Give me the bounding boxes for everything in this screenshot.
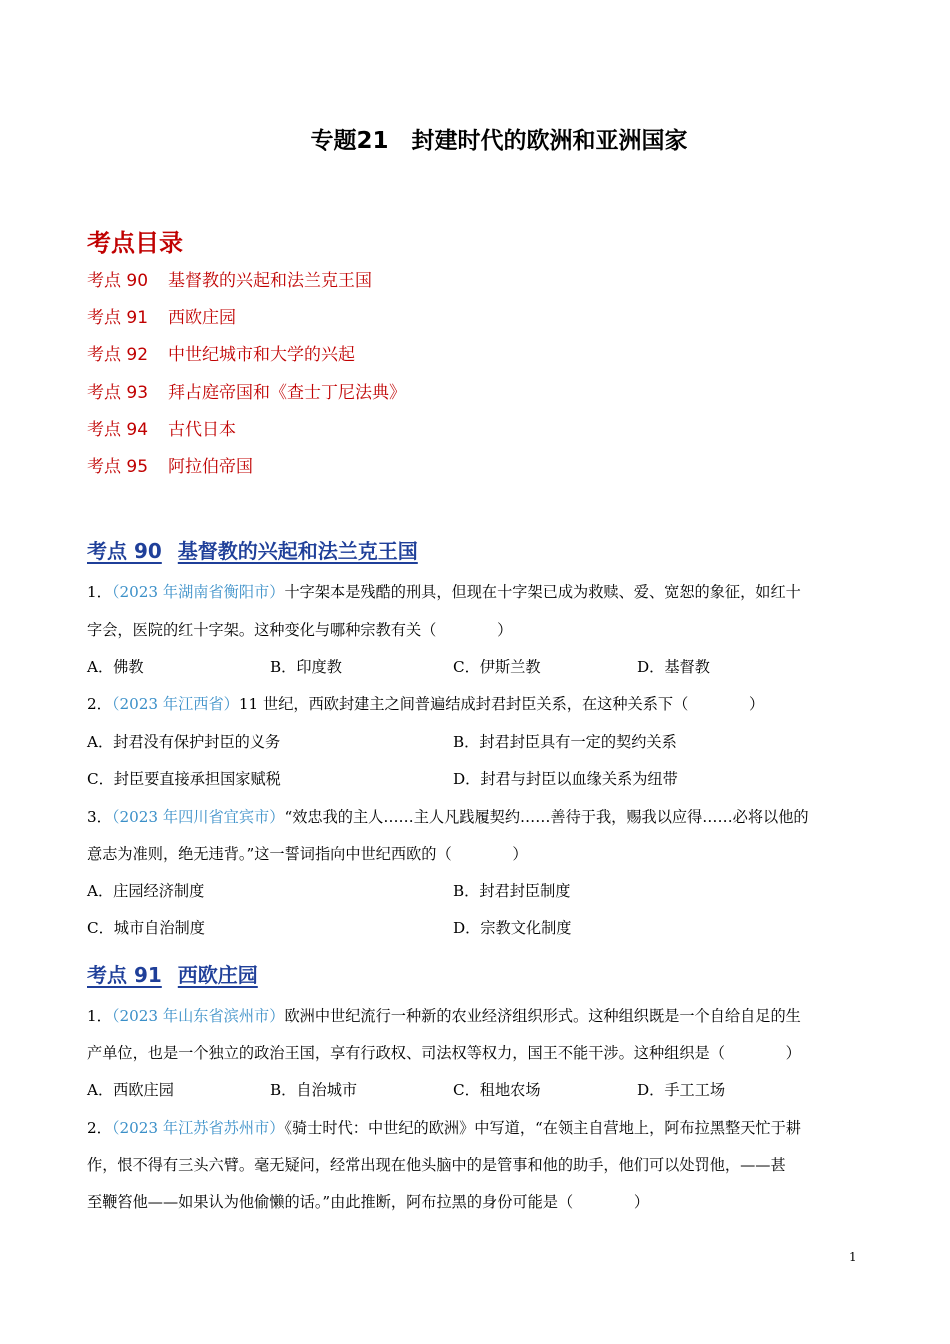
toc-item-num: 考点 92	[87, 345, 149, 366]
option-c[interactable]: C．城市自治制度	[87, 919, 205, 937]
question-source: （2023 年四川省宜宾市）	[111, 808, 285, 826]
question-source: （2023 年江西省）	[111, 695, 239, 713]
page-title: 专题21 封建时代的欧洲和亚洲国家	[310, 128, 688, 154]
option-a[interactable]: A．佛教	[87, 658, 144, 676]
option-d[interactable]: D．宗教文化制度	[453, 919, 572, 937]
question-text: 十字架本是残酷的刑具，但现在十字架已成为救赎、爱、宽恕的象征，如红十	[284, 583, 801, 601]
section-heading-90[interactable]	[87, 535, 418, 564]
question-line	[87, 581, 801, 603]
question-number: 2．	[87, 1119, 112, 1137]
option-b[interactable]: B．印度教	[270, 658, 342, 676]
toc-item[interactable]	[87, 380, 406, 417]
question-line: 字会，医院的红十字架。这种变化与哪种宗教有关（ ）	[87, 621, 513, 639]
option-b[interactable]: B．封君封臣具有一定的契约关系	[453, 733, 677, 751]
question-line: 产单位，也是一个独立的政治王国，享有行政权、司法权等权力，国王不能干涉。这种组织是（ ）	[87, 1044, 801, 1062]
question-number: 1．	[87, 583, 112, 601]
question-text: 欧洲中世纪流行一种新的农业经济组织形式。这种组织既是一个自给自足的生	[284, 1007, 801, 1025]
page-number: 1	[849, 1250, 857, 1264]
toc-item-num: 考点 93	[87, 382, 149, 403]
option-c[interactable]: C．封臣要直接承担国家赋税	[87, 770, 281, 788]
option-c[interactable]: C．伊斯兰教	[453, 658, 541, 676]
toc-item-label: 拜占庭帝国和《查士丁尼法典》	[168, 382, 406, 403]
toc-item[interactable]	[87, 305, 406, 342]
question-line	[87, 693, 764, 715]
question-text: “效忠我的主人……主人凡践履契约……善待于我，赐我以应得……必将以他的	[284, 808, 809, 826]
section-num: 考点 91	[87, 963, 162, 987]
toc-item[interactable]	[87, 342, 406, 379]
option-d[interactable]: D．基督教	[637, 658, 710, 676]
option-b[interactable]: B．封君封臣制度	[453, 882, 571, 900]
question-line: 作，恨不得有三头六臂。毫无疑问，经常出现在他头脑中的是管事和他的助手，他们可以处罚他，——甚	[87, 1156, 786, 1174]
section-heading-91[interactable]	[87, 959, 258, 988]
question-source: （2023 年江苏省苏州市）	[111, 1119, 285, 1137]
question-source: （2023 年山东省滨州市）	[111, 1007, 285, 1025]
toc-item-label: 古代日本	[168, 419, 236, 440]
toc-item[interactable]	[87, 268, 406, 305]
toc-item-label: 阿拉伯帝国	[168, 456, 253, 477]
question-line	[87, 1117, 801, 1139]
toc-item[interactable]	[87, 417, 406, 454]
option-a[interactable]: A．封君没有保护封臣的义务	[87, 733, 281, 751]
toc-item-num: 考点 95	[87, 456, 149, 477]
question-line: 意志为准则，绝无违背。”这一誓词指向中世纪西欧的（ ）	[87, 845, 528, 863]
option-a[interactable]: A．西欧庄园	[87, 1081, 174, 1099]
toc-item-num: 考点 90	[87, 271, 149, 291]
question-text: 11 世纪，西欧封建主之间普遍结成封君封臣关系，在这种关系下（ ）	[238, 695, 765, 713]
toc-item-label: 西欧庄园	[168, 308, 236, 329]
toc-list	[87, 268, 406, 491]
question-line	[87, 1005, 801, 1027]
option-b[interactable]: B．自治城市	[270, 1081, 358, 1099]
toc-item-num: 考点 94	[87, 419, 149, 440]
option-d[interactable]: D．封君与封臣以血缘关系为纽带	[453, 770, 678, 788]
option-d[interactable]: D．手工工场	[637, 1081, 726, 1099]
toc-item-num: 考点 91	[87, 308, 149, 329]
question-text: 《骑士时代：中世纪的欧洲》中写道，“在领主自营地上，阿布拉黑整天忙于耕	[284, 1119, 801, 1137]
question-line	[87, 806, 809, 828]
question-number: 2．	[87, 695, 112, 713]
section-label: 基督教的兴起和法兰克王国	[177, 539, 418, 563]
section-num: 考点 90	[87, 539, 162, 563]
toc-heading: 考点目录	[87, 229, 183, 257]
toc-item[interactable]	[87, 454, 406, 491]
question-number: 1．	[87, 1007, 112, 1025]
toc-item-label: 中世纪城市和大学的兴起	[168, 345, 355, 366]
option-c[interactable]: C．租地农场	[453, 1081, 541, 1099]
question-source: （2023 年湖南省衡阳市）	[111, 583, 285, 601]
question-line: 至鞭笞他——如果认为他偷懒的话。”由此推断，阿布拉黑的身份可能是（ ）	[87, 1193, 650, 1211]
option-a[interactable]: A．庄园经济制度	[87, 882, 205, 900]
question-number: 3．	[87, 808, 112, 826]
section-label: 西欧庄园	[177, 963, 258, 987]
toc-item-label: 基督教的兴起和法兰克王国	[168, 271, 372, 291]
